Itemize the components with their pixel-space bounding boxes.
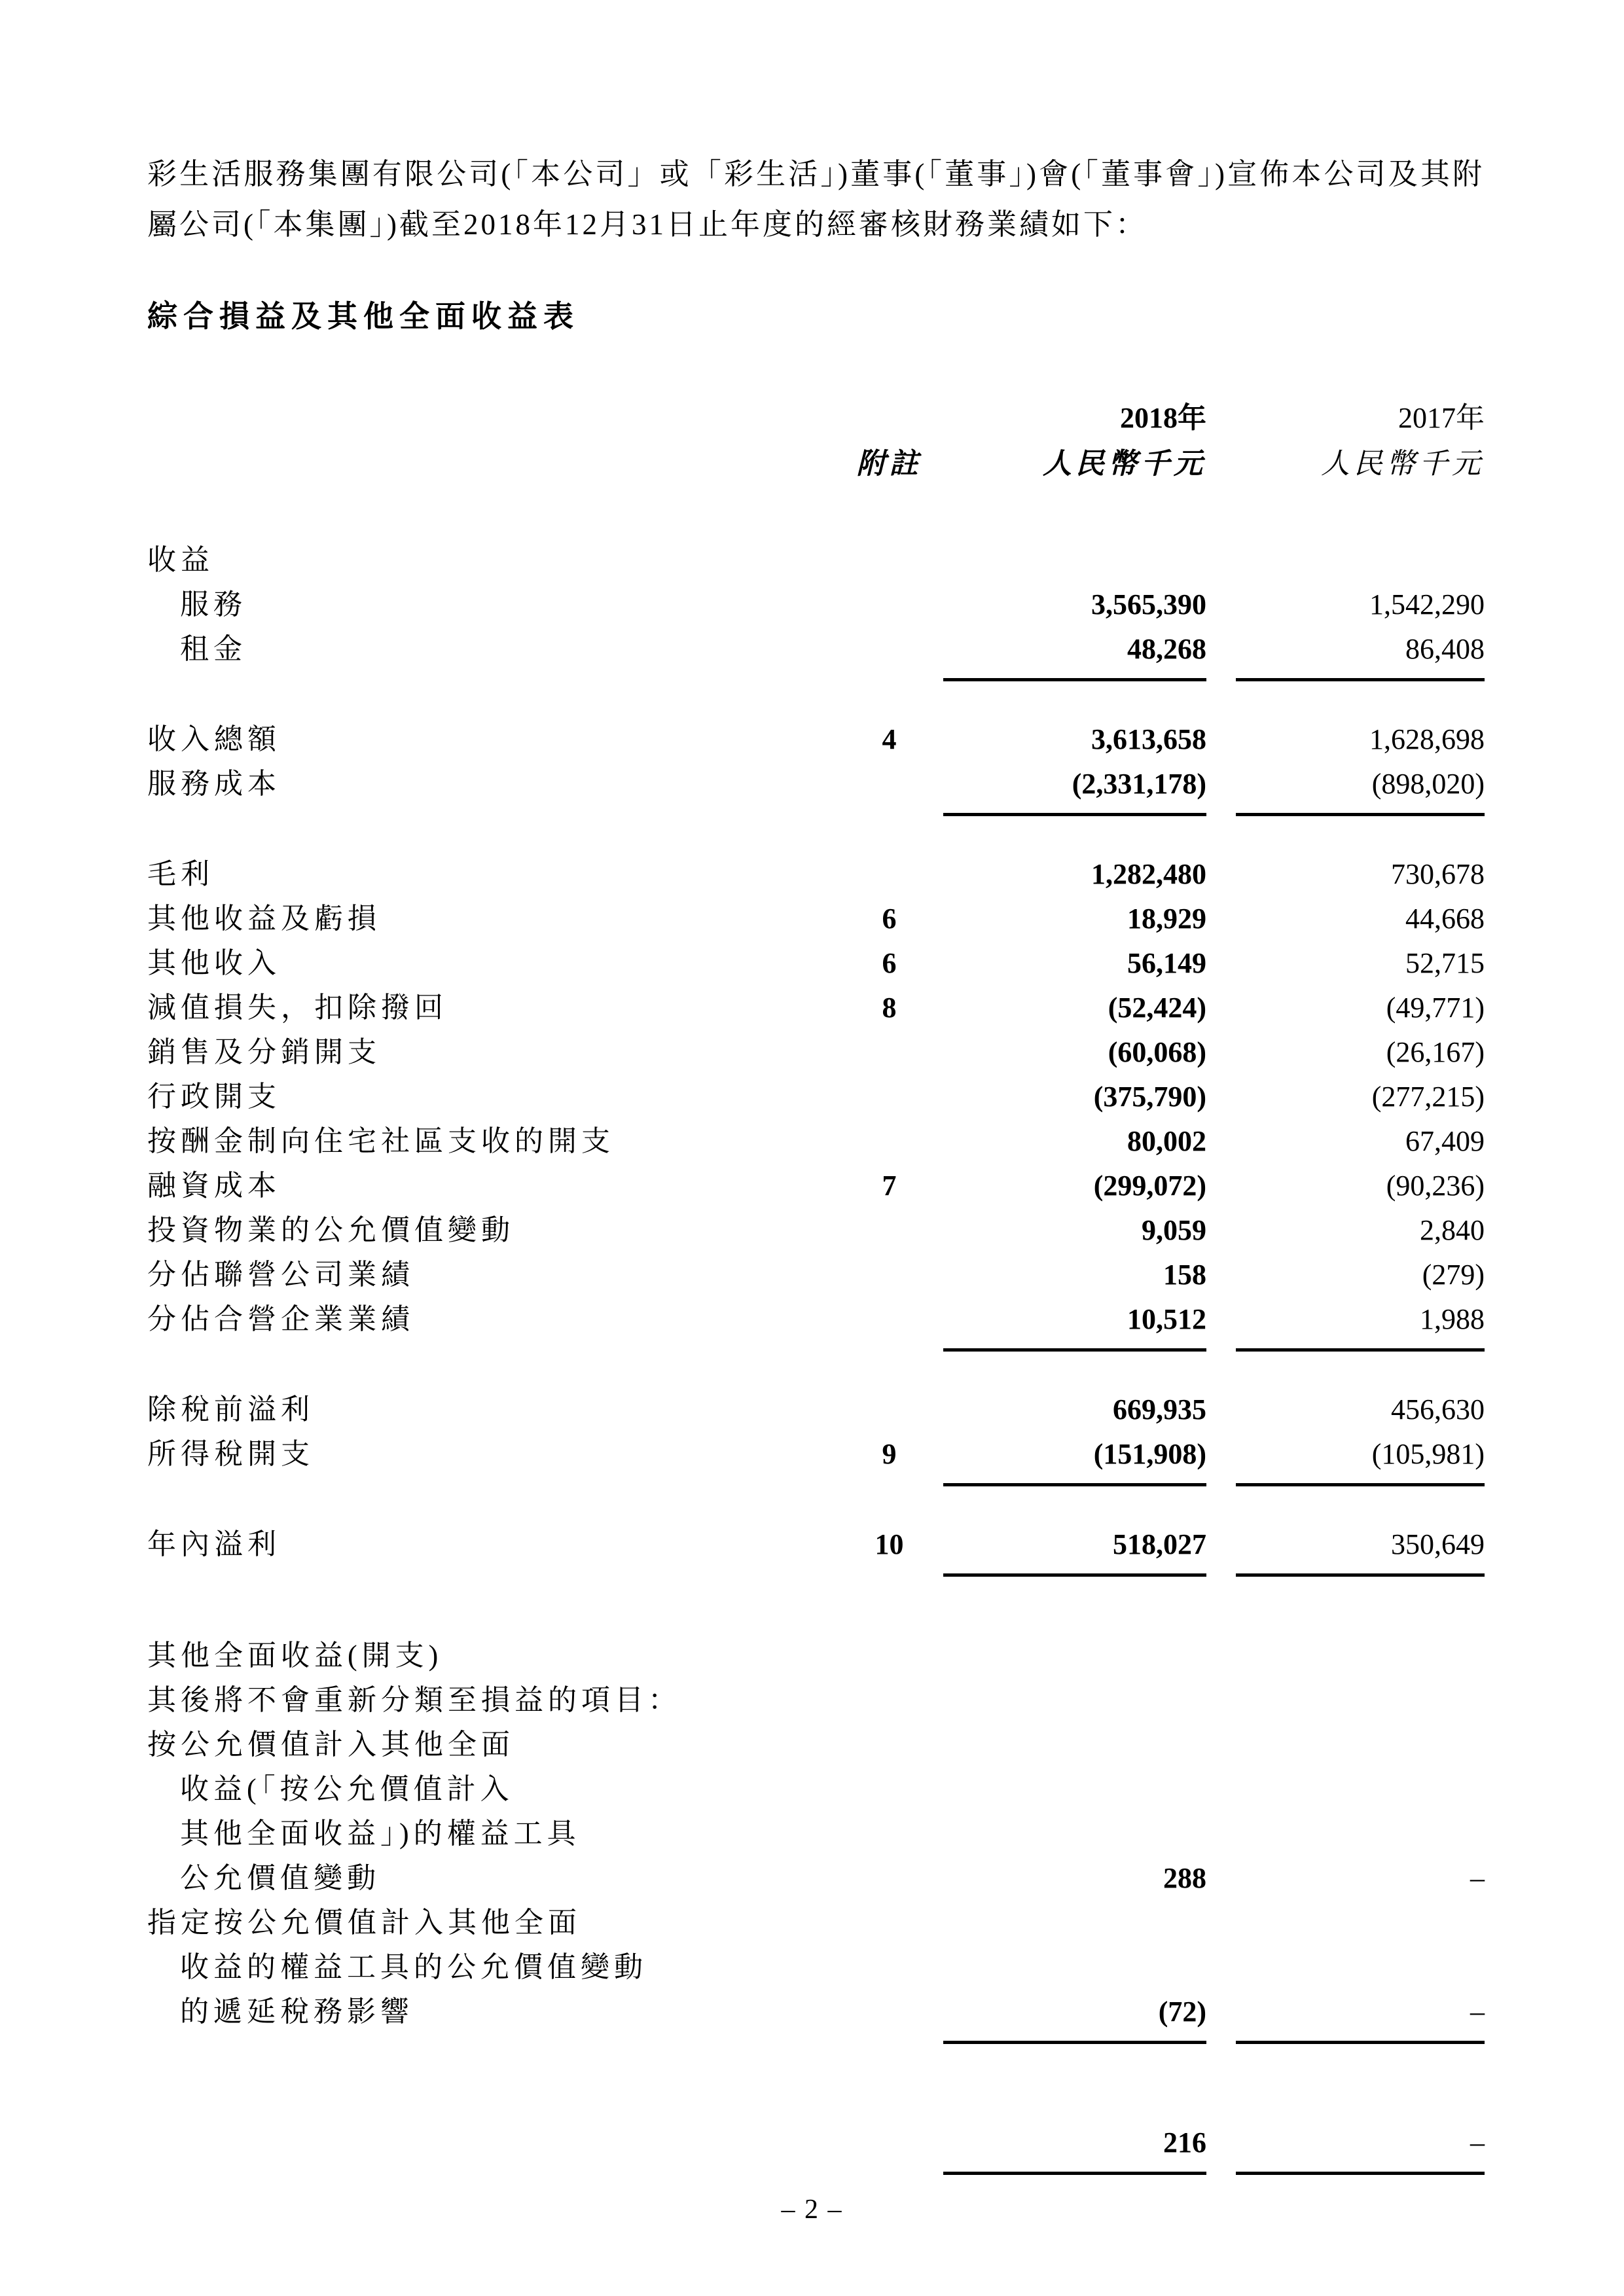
- row-label: 服務: [180, 588, 247, 620]
- row-gap: [1206, 1297, 1236, 1342]
- row-value-2018: [943, 1678, 1206, 1723]
- row-value-2017: [1236, 1945, 1485, 1990]
- row-value-2017: 1,628,698: [1369, 723, 1485, 755]
- header-spacer: [147, 395, 835, 441]
- row-note: [835, 2121, 943, 2165]
- row-value-2018: 288: [1163, 1862, 1206, 1894]
- table-row: [147, 1945, 1485, 1990]
- row-spacer: [147, 1583, 1485, 1634]
- total-rule-row: [147, 1477, 1485, 1492]
- row-gap: [1206, 1856, 1236, 1901]
- row-label: 其他收益及虧損: [147, 903, 381, 935]
- row-value-2017: (26,167): [1386, 1036, 1485, 1068]
- row-value-2018: (72): [1158, 1996, 1206, 2028]
- rule-spacer: [147, 672, 835, 687]
- rule-2017: [1236, 1573, 1485, 1583]
- row-value-2018: 518,027: [1113, 1528, 1206, 1560]
- row-value-2017: (898,020): [1371, 768, 1485, 800]
- rule-spacer: [147, 2034, 835, 2050]
- row-note: 9: [882, 1438, 897, 1470]
- row-gap: [1206, 1812, 1236, 1856]
- row-gap: [1206, 986, 1236, 1030]
- row-gap: [1206, 941, 1236, 986]
- row-note: [835, 1634, 943, 1678]
- row-note: [835, 852, 943, 897]
- rule-spacer: [1206, 1477, 1236, 1492]
- rule-spacer: [147, 806, 835, 822]
- rule-2017: [1236, 813, 1485, 822]
- row-value-2018: 3,613,658: [1091, 723, 1206, 755]
- rule-2018: [943, 2172, 1206, 2181]
- row-note: [835, 1030, 943, 1075]
- row-value-2017: (49,771): [1386, 992, 1485, 1024]
- row-label: 的遞延稅務影響: [180, 1996, 414, 2028]
- row-value-2017: (277,215): [1371, 1081, 1485, 1113]
- row-value-2018: (60,068): [1108, 1036, 1206, 1068]
- row-gap: [1206, 2121, 1236, 2165]
- row-label: 按公允價值計入其他全面: [147, 1729, 514, 1761]
- row-gap: [1206, 1388, 1236, 1432]
- row-value-2017: [1236, 1767, 1485, 1812]
- row-label: 分佔聯營公司業績: [147, 1259, 414, 1291]
- column-header-year-2018: 2018年: [1120, 402, 1206, 434]
- rule-2017: [1236, 1483, 1485, 1492]
- table-header-years: [147, 395, 1485, 441]
- row-value-2017: [1236, 1678, 1485, 1723]
- row-gap: [1206, 1990, 1236, 2034]
- row-gap: [1206, 1119, 1236, 1164]
- table-row: [147, 1990, 1485, 2034]
- row-value-2017: –: [1470, 1996, 1485, 2028]
- row-note: 4: [882, 723, 897, 755]
- row-gap: [1206, 1075, 1236, 1119]
- row-value-2018: 80,002: [1127, 1125, 1206, 1157]
- row-spacer: [147, 1357, 1485, 1388]
- row-note: [835, 1856, 943, 1901]
- row-label: 分佔合營企業業績: [147, 1303, 414, 1335]
- row-note: 7: [882, 1170, 897, 1202]
- row-spacer: [147, 2050, 1485, 2121]
- header-spacer: [1206, 395, 1236, 441]
- row-gap: [1206, 627, 1236, 672]
- row-value-2018: (375,790): [1093, 1081, 1206, 1113]
- rule-spacer: [835, 1342, 943, 1357]
- header-spacer: [147, 441, 835, 487]
- row-value-2017: 67,409: [1405, 1125, 1485, 1157]
- table-row: [147, 1856, 1485, 1901]
- rule-spacer: [835, 1477, 943, 1492]
- row-label: 投資物業的公允價值變動: [147, 1214, 514, 1246]
- total-rule-row: [147, 1342, 1485, 1357]
- row-gap: [1206, 1522, 1236, 1567]
- row-value-2017: –: [1470, 2126, 1485, 2159]
- rule-spacer: [1206, 1567, 1236, 1583]
- row-label: 其他收入: [147, 947, 281, 979]
- row-value-2017: –: [1470, 1862, 1485, 1894]
- row-label: 其他全面收益(開支): [147, 1640, 443, 1672]
- table-row: [147, 852, 1485, 897]
- row-note: [835, 1297, 943, 1342]
- table-row: [147, 941, 1485, 986]
- row-value-2017: [1236, 1634, 1485, 1678]
- table-row: [147, 1767, 1485, 1812]
- row-value-2017: 52,715: [1405, 947, 1485, 979]
- row-label: 指定按公允價值計入其他全面: [147, 1907, 581, 1939]
- table-row: [147, 627, 1485, 672]
- row-spacer: [147, 1492, 1485, 1522]
- table-row: [147, 1164, 1485, 1208]
- row-spacer: [147, 822, 1485, 852]
- row-gap: [1206, 717, 1236, 762]
- row-gap: [1206, 1030, 1236, 1075]
- table-row: [147, 1253, 1485, 1297]
- rule-2018: [943, 813, 1206, 822]
- row-label: 銷售及分銷開支: [147, 1036, 381, 1068]
- row-gap: [1206, 583, 1236, 627]
- table-row: [147, 1522, 1485, 1567]
- row-label: 行政開支: [147, 1081, 281, 1113]
- rule-spacer: [147, 1477, 835, 1492]
- row-gap: [1206, 1678, 1236, 1723]
- row-label: 其後將不會重新分類至損益的項目：: [147, 1684, 681, 1716]
- row-value-2018: (52,424): [1108, 992, 1206, 1024]
- row-note: [835, 1901, 943, 1945]
- row-gap: [1206, 897, 1236, 941]
- table-row: [147, 1723, 1485, 1767]
- row-note: 10: [875, 1528, 904, 1560]
- row-value-2017: (105,981): [1371, 1438, 1485, 1470]
- row-value-2018: 669,935: [1113, 1393, 1206, 1426]
- rule-2017: [1236, 1348, 1485, 1357]
- row-value-2017: [1236, 1812, 1485, 1856]
- table-row: [147, 1075, 1485, 1119]
- rule-spacer: [835, 806, 943, 822]
- row-note: 6: [882, 947, 897, 979]
- rule-spacer: [147, 1567, 835, 1583]
- row-gap: [1206, 1901, 1236, 1945]
- table-row: [147, 583, 1485, 627]
- row-value-2017: [1236, 1901, 1485, 1945]
- row-note: [835, 1388, 943, 1432]
- row-value-2018: [943, 1767, 1206, 1812]
- row-value-2018: 10,512: [1127, 1303, 1206, 1335]
- table-row: [147, 1030, 1485, 1075]
- row-note: [835, 1723, 943, 1767]
- column-header-year-2017: 2017年: [1398, 402, 1485, 434]
- table-row: [147, 538, 1485, 583]
- rule-spacer: [1206, 2165, 1236, 2181]
- row-label: 收益(「按公允價值計入: [180, 1773, 514, 1805]
- row-label: 收入總額: [147, 723, 281, 755]
- row-value-2017: 44,668: [1405, 903, 1485, 935]
- table-row: [147, 1432, 1485, 1477]
- column-header-unit-2018: 人民幣千元: [1043, 448, 1206, 480]
- row-value-2017: 730,678: [1391, 858, 1485, 890]
- rule-spacer: [1206, 672, 1236, 687]
- column-header-unit-2017: 人民幣千元: [1321, 448, 1485, 480]
- row-gap: [1206, 852, 1236, 897]
- total-rule-row: [147, 2034, 1485, 2050]
- row-note: [835, 1253, 943, 1297]
- intro-paragraph: 彩生活服務集團有限公司(「本公司」或「彩生活」)董事(「董事」)會(「董事會」)宣佈本公司及其附屬公司(「本集團」)截至2018年12月31日止年度的經審核財務業績如下：: [147, 158, 1485, 241]
- row-value-2017: 1,542,290: [1369, 588, 1485, 620]
- rule-spacer: [835, 2034, 943, 2050]
- row-note: [835, 762, 943, 806]
- row-value-2018: 3,565,390: [1091, 588, 1206, 620]
- table-row: [147, 1119, 1485, 1164]
- rule-2018: [943, 1483, 1206, 1492]
- row-gap: [1206, 1164, 1236, 1208]
- rule-spacer: [835, 2165, 943, 2181]
- row-gap: [1206, 538, 1236, 583]
- column-header-note: 附註: [856, 448, 922, 480]
- row-label: 其他全面收益」)的權益工具: [180, 1818, 581, 1850]
- rule-spacer: [1206, 1342, 1236, 1357]
- rule-2018: [943, 2041, 1206, 2050]
- row-label: 租金: [180, 633, 247, 665]
- row-value-2017: (90,236): [1386, 1170, 1485, 1202]
- row-value-2017: 350,649: [1391, 1528, 1485, 1560]
- table-row: [147, 986, 1485, 1030]
- page-number: – 2 –: [781, 2195, 843, 2225]
- row-label: 所得稅開支: [147, 1438, 314, 1470]
- row-gap: [1206, 1208, 1236, 1253]
- rule-spacer: [835, 672, 943, 687]
- table-row: [147, 1297, 1485, 1342]
- row-value-2017: 1,988: [1420, 1303, 1485, 1335]
- table-row: [147, 2121, 1485, 2165]
- row-value-2018: [943, 1634, 1206, 1678]
- row-label: [147, 2121, 835, 2165]
- row-note: [835, 1812, 943, 1856]
- row-value-2017: 456,630: [1391, 1393, 1485, 1426]
- rule-spacer: [147, 1342, 835, 1357]
- rule-2017: [1236, 678, 1485, 687]
- rule-2018: [943, 678, 1206, 687]
- row-note: [835, 1208, 943, 1253]
- table-row: [147, 1678, 1485, 1723]
- row-value-2018: [943, 1812, 1206, 1856]
- rule-2017: [1236, 2172, 1485, 2181]
- header-spacer: [835, 395, 943, 441]
- table-row: [147, 717, 1485, 762]
- row-value-2017: [1236, 1723, 1485, 1767]
- row-gap: [1206, 762, 1236, 806]
- rule-spacer: [1206, 2034, 1236, 2050]
- row-label: 年內溢利: [147, 1528, 281, 1560]
- row-value-2018: (151,908): [1093, 1438, 1206, 1470]
- rule-spacer: [835, 1567, 943, 1583]
- row-value-2018: 56,149: [1127, 947, 1206, 979]
- table-row: [147, 1634, 1485, 1678]
- rule-spacer: [147, 2165, 835, 2181]
- rule-spacer: [1206, 806, 1236, 822]
- row-label: 減值損失，扣除撥回: [147, 992, 448, 1024]
- row-label: 按酬金制向住宅社區支收的開支: [147, 1125, 615, 1157]
- total-rule-row: [147, 2165, 1485, 2181]
- row-label: 毛利: [147, 858, 214, 890]
- row-note: 8: [882, 992, 897, 1024]
- row-value-2018: (299,072): [1093, 1170, 1206, 1202]
- total-rule-row: [147, 1567, 1485, 1583]
- row-label: 融資成本: [147, 1170, 281, 1202]
- total-rule-row: [147, 806, 1485, 822]
- row-gap: [1206, 1432, 1236, 1477]
- row-note: [835, 1075, 943, 1119]
- row-note: 6: [882, 903, 897, 935]
- row-value-2018: [943, 1945, 1206, 1990]
- row-value-2018: [943, 538, 1206, 583]
- row-note: [835, 1767, 943, 1812]
- row-spacer: [147, 687, 1485, 717]
- row-label: 收益的權益工具的公允價值變動: [180, 1951, 647, 1983]
- rule-2017: [1236, 2041, 1485, 2050]
- table-row: [147, 1388, 1485, 1432]
- total-rule-row: [147, 672, 1485, 687]
- row-gap: [1206, 1945, 1236, 1990]
- table-header-units: [147, 441, 1485, 487]
- row-value-2018: 216: [1163, 2126, 1206, 2159]
- row-note: [835, 538, 943, 583]
- row-value-2017: 2,840: [1420, 1214, 1485, 1246]
- row-note: [835, 627, 943, 672]
- income-statement-table: [147, 395, 1485, 2181]
- row-label: 除稅前溢利: [147, 1393, 314, 1426]
- statement-title: 綜合損益及其他全面收益表: [147, 300, 579, 333]
- row-value-2018: 1,282,480: [1091, 858, 1206, 890]
- row-note: [835, 1945, 943, 1990]
- row-label: 服務成本: [147, 768, 281, 800]
- row-value-2018: [943, 1723, 1206, 1767]
- header-spacer: [1206, 441, 1236, 487]
- table-row: [147, 1208, 1485, 1253]
- row-value-2018: 18,929: [1127, 903, 1206, 935]
- table-row: [147, 1812, 1485, 1856]
- row-value-2017: (279): [1422, 1259, 1485, 1291]
- rule-2018: [943, 1573, 1206, 1583]
- row-value-2018: 48,268: [1127, 633, 1206, 665]
- row-gap: [1206, 1767, 1236, 1812]
- row-gap: [1206, 1723, 1236, 1767]
- table-row: [147, 762, 1485, 806]
- row-value-2018: (2,331,178): [1072, 768, 1206, 800]
- row-label: 收益: [147, 544, 214, 576]
- row-note: [835, 1678, 943, 1723]
- rule-2018: [943, 1348, 1206, 1357]
- row-gap: [1206, 1634, 1236, 1678]
- row-value-2018: 158: [1163, 1259, 1206, 1291]
- table-rows: [147, 538, 1485, 2181]
- row-gap: [1206, 1253, 1236, 1297]
- row-note: [835, 1990, 943, 2034]
- row-note: [835, 583, 943, 627]
- row-label: 公允價值變動: [180, 1862, 380, 1894]
- table-row: [147, 897, 1485, 941]
- row-value-2017: 86,408: [1405, 633, 1485, 665]
- row-value-2018: 9,059: [1142, 1214, 1206, 1246]
- table-row: [147, 1901, 1485, 1945]
- row-note: [835, 1119, 943, 1164]
- row-value-2017: [1236, 538, 1485, 583]
- row-value-2018: [943, 1901, 1206, 1945]
